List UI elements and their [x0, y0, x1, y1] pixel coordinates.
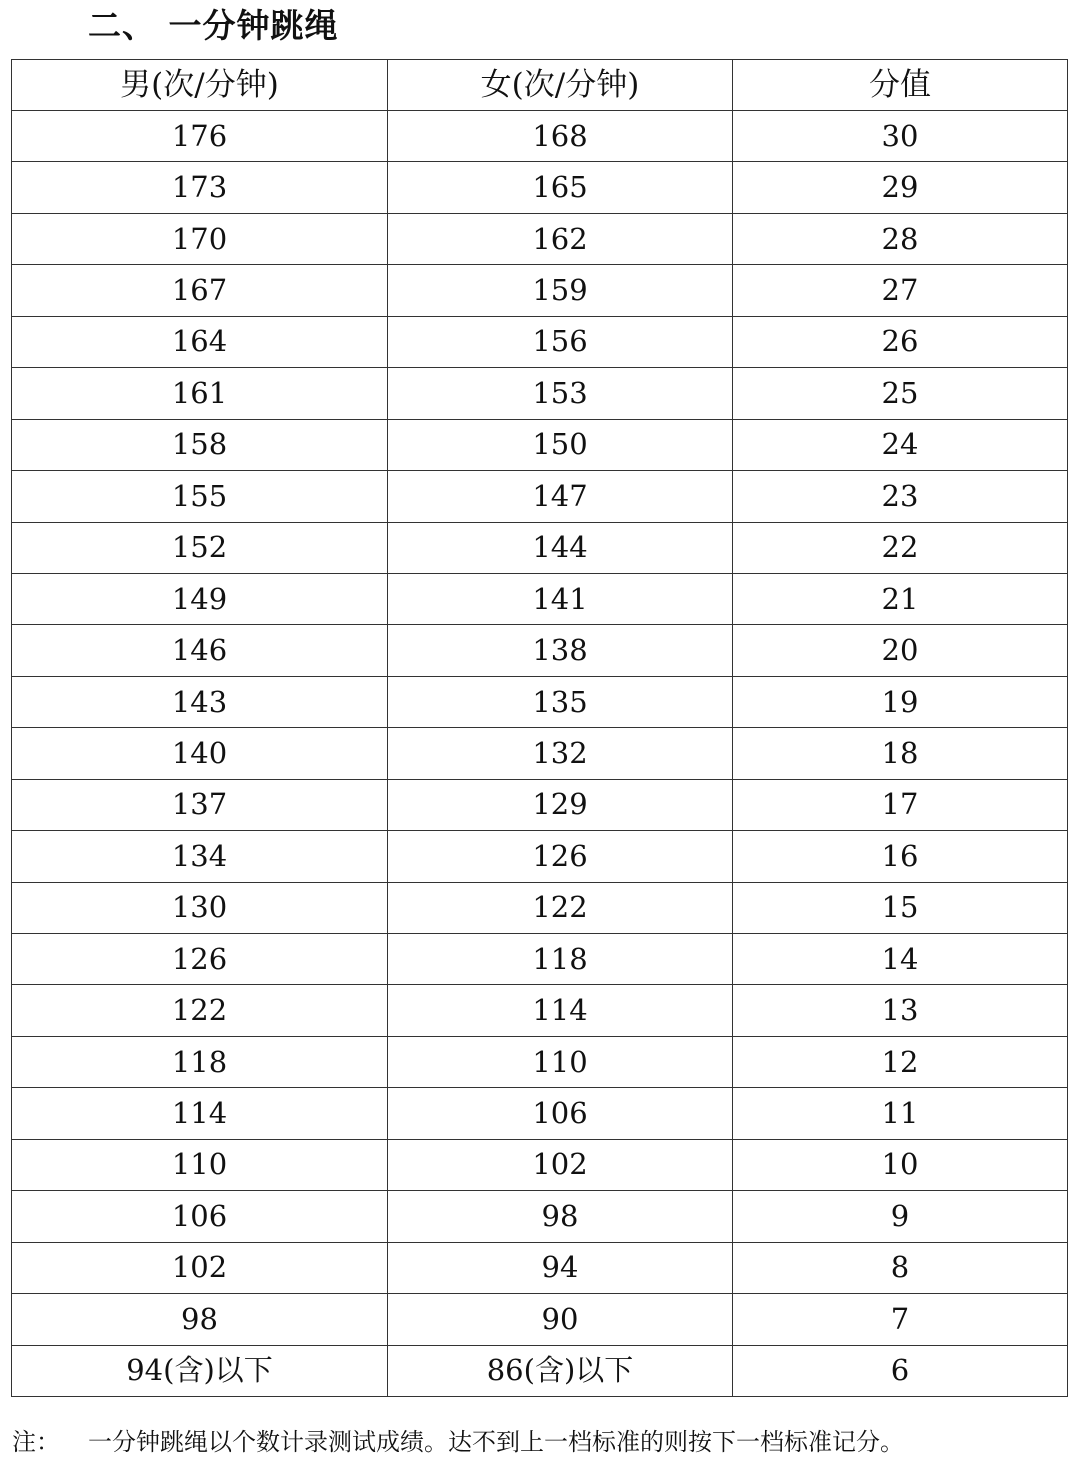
cell-male: 146 [12, 625, 388, 676]
cell-male: 152 [12, 522, 388, 573]
table-row [12, 728, 1068, 779]
cell-female: 129 [388, 779, 733, 830]
cell-male: 98 [12, 1294, 388, 1345]
cell-female: 159 [388, 265, 733, 316]
cell-female: 94 [388, 1242, 733, 1293]
cell-score: 16 [733, 831, 1068, 882]
cell-male: 126 [12, 934, 388, 985]
cell-score: 29 [733, 162, 1068, 213]
cell-score: 23 [733, 471, 1068, 522]
cell-male: 94(含)以下 [12, 1345, 388, 1397]
cell-score: 12 [733, 1036, 1068, 1087]
cell-female: 135 [388, 676, 733, 727]
cell-female: 147 [388, 471, 733, 522]
cell-female: 126 [388, 831, 733, 882]
cell-score: 21 [733, 573, 1068, 624]
cell-female: 98 [388, 1191, 733, 1242]
cell-score: 9 [733, 1191, 1068, 1242]
cell-male: 161 [12, 368, 388, 419]
cell-male: 122 [12, 985, 388, 1036]
table-row [12, 265, 1068, 316]
cell-male: 167 [12, 265, 388, 316]
table-row [12, 1191, 1068, 1242]
header-score: 分值 [733, 60, 1068, 111]
cell-score: 18 [733, 728, 1068, 779]
cell-score: 17 [733, 779, 1068, 830]
cell-male: 102 [12, 1242, 388, 1293]
cell-female: 102 [388, 1139, 733, 1190]
cell-female: 150 [388, 419, 733, 470]
table-row [12, 1242, 1068, 1293]
cell-male: 110 [12, 1139, 388, 1190]
cell-female: 90 [388, 1294, 733, 1345]
cell-score: 28 [733, 213, 1068, 264]
table-row [12, 368, 1068, 419]
cell-score: 7 [733, 1294, 1068, 1345]
footnote-label: 注： [12, 1428, 60, 1456]
cell-score: 8 [733, 1242, 1068, 1293]
cell-score: 30 [733, 111, 1068, 162]
cell-male: 130 [12, 882, 388, 933]
cell-score: 27 [733, 265, 1068, 316]
cell-male: 140 [12, 728, 388, 779]
cell-male: 158 [12, 419, 388, 470]
table-row [12, 1345, 1068, 1397]
table-row [12, 213, 1068, 264]
header-female: 女(次/分钟) [388, 60, 733, 111]
table-row [12, 676, 1068, 727]
cell-score: 19 [733, 676, 1068, 727]
table-row [12, 573, 1068, 624]
table-header-row [12, 60, 1068, 111]
table-body [12, 111, 1068, 1397]
table-row [12, 162, 1068, 213]
cell-female: 122 [388, 882, 733, 933]
table-row [12, 1139, 1068, 1190]
cell-score: 22 [733, 522, 1068, 573]
cell-score: 24 [733, 419, 1068, 470]
score-table [11, 59, 1068, 1397]
footnote [12, 1422, 904, 1462]
cell-score: 10 [733, 1139, 1068, 1190]
cell-male: 114 [12, 1088, 388, 1139]
table-row [12, 779, 1068, 830]
cell-female: 106 [388, 1088, 733, 1139]
cell-female: 110 [388, 1036, 733, 1087]
cell-male: 143 [12, 676, 388, 727]
cell-score: 13 [733, 985, 1068, 1036]
cell-score: 15 [733, 882, 1068, 933]
table-row [12, 625, 1068, 676]
cell-male: 176 [12, 111, 388, 162]
cell-female: 165 [388, 162, 733, 213]
cell-score: 26 [733, 316, 1068, 367]
cell-score: 6 [733, 1345, 1068, 1397]
cell-female: 132 [388, 728, 733, 779]
cell-female: 141 [388, 573, 733, 624]
cell-male: 155 [12, 471, 388, 522]
cell-female: 138 [388, 625, 733, 676]
table-row [12, 882, 1068, 933]
table-row [12, 831, 1068, 882]
cell-male: 118 [12, 1036, 388, 1087]
cell-female: 153 [388, 368, 733, 419]
table-row [12, 471, 1068, 522]
cell-female: 144 [388, 522, 733, 573]
cell-male: 137 [12, 779, 388, 830]
table-row [12, 1294, 1068, 1345]
page-title: 二、 一分钟跳绳 [88, 6, 339, 45]
cell-female: 118 [388, 934, 733, 985]
cell-score: 20 [733, 625, 1068, 676]
table-row [12, 522, 1068, 573]
cell-female: 162 [388, 213, 733, 264]
table-row [12, 934, 1068, 985]
cell-male: 149 [12, 573, 388, 624]
cell-score: 14 [733, 934, 1068, 985]
table-row [12, 1088, 1068, 1139]
cell-score: 25 [733, 368, 1068, 419]
table-row [12, 111, 1068, 162]
cell-male: 170 [12, 213, 388, 264]
cell-male: 134 [12, 831, 388, 882]
footnote-text: 一分钟跳绳以个数计录测试成绩。达不到上一档标准的则按下一档标准记分。 [88, 1428, 904, 1456]
cell-female: 86(含)以下 [388, 1345, 733, 1397]
table-row [12, 985, 1068, 1036]
cell-male: 164 [12, 316, 388, 367]
cell-male: 106 [12, 1191, 388, 1242]
table-row [12, 316, 1068, 367]
cell-score: 11 [733, 1088, 1068, 1139]
table-row [12, 419, 1068, 470]
cell-male: 173 [12, 162, 388, 213]
cell-female: 114 [388, 985, 733, 1036]
cell-female: 168 [388, 111, 733, 162]
table-row [12, 1036, 1068, 1087]
header-male: 男(次/分钟) [12, 60, 388, 111]
cell-female: 156 [388, 316, 733, 367]
